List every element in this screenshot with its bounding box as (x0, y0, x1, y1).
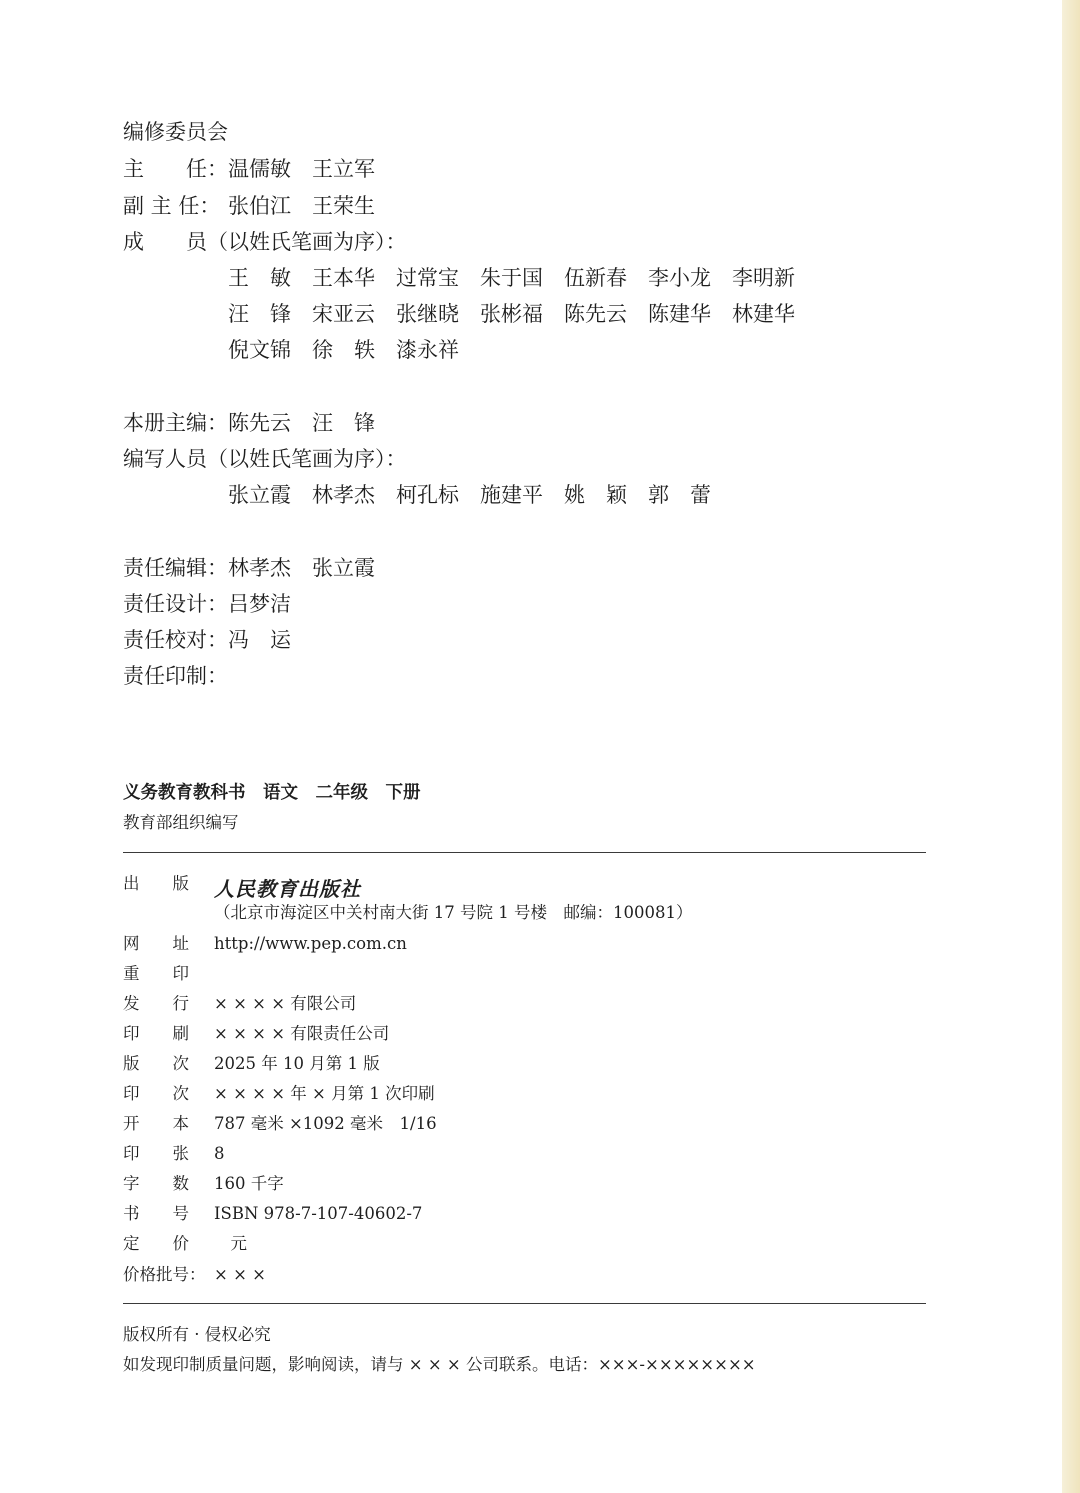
committee-heading: 编修委员会 (123, 120, 228, 144)
colophon-label: 书 号 (123, 1204, 189, 1223)
writer-name: 姚 颖 (564, 483, 627, 507)
director-names: 温儒敏 王立军 (228, 157, 375, 181)
page-edge-shadow (1062, 0, 1080, 1493)
colophon-value: × × × × 有限公司 (214, 994, 357, 1013)
colophon-label: 开 本 (123, 1114, 189, 1133)
writer-name: 施建平 (480, 483, 543, 507)
member-name: 李明新 (732, 266, 795, 290)
website-link[interactable]: http://www.pep.com.cn (214, 934, 407, 953)
colophon-value: × × × × 年 × 月第 1 次印刷 (214, 1084, 435, 1103)
responsibility-value: 林孝杰 张立霞 (228, 556, 375, 580)
chief-editor-label: 本册主编： (123, 411, 228, 435)
colophon-label: 印 刷 (123, 1024, 189, 1043)
member-name: 王 敏 (228, 266, 291, 290)
writer-name: 张立霞 (228, 483, 291, 507)
quality-notice: 如发现印制质量问题，影响阅读，请与 × × × 公司联系。电话：×××-×××××××× (123, 1355, 756, 1374)
member-name: 漆永祥 (396, 338, 459, 362)
colophon-value: ISBN 978-7-107-40602-7 (214, 1204, 423, 1223)
responsibility-label: 责任编辑： (123, 556, 228, 580)
member-name: 汪 锋 (228, 302, 291, 326)
colophon-label: 版 次 (123, 1054, 189, 1073)
colophon-value: 8 (214, 1144, 225, 1163)
publisher-logo: 人民教育出版社 (214, 877, 361, 901)
colophon-label: 印 次 (123, 1084, 189, 1103)
responsibility-value: 冯 运 (228, 628, 291, 652)
copyright-notice: 版权所有 · 侵权必究 (123, 1325, 271, 1344)
responsibility-value: 吕梦洁 (228, 592, 291, 616)
writer-name: 柯孔标 (396, 483, 459, 507)
responsibility-label: 责任设计： (123, 592, 228, 616)
book-title: 义务教育教科书 语文 二年级 下册 (123, 783, 421, 803)
writer-name: 林孝杰 (312, 483, 375, 507)
writers-label: 编写人员（以姓氏笔画为序）： (123, 447, 407, 471)
colophon-label: 网 址 (123, 934, 189, 953)
member-name: 张继晓 (396, 302, 459, 326)
colophon-value: 787 毫米 ×1092 毫米 1/16 (214, 1114, 437, 1133)
deputy-label: 副 主 任： (123, 194, 221, 218)
publisher-label: 出 版 (123, 874, 189, 893)
director-label: 主 任： (123, 157, 228, 181)
colophon-value: 元 (214, 1234, 247, 1253)
colophon-label: 重 印 (123, 964, 189, 983)
colophon-label: 字 数 (123, 1174, 189, 1193)
colophon-value: 2025 年 10 月第 1 版 (214, 1054, 380, 1073)
colophon-value: × × × (214, 1265, 266, 1284)
publisher-address: （北京市海淀区中关村南大街 17 号院 1 号楼 邮编：100081） (214, 903, 693, 922)
member-name: 徐 轶 (312, 338, 375, 362)
member-name: 陈建华 (648, 302, 711, 326)
member-name: 张彬福 (480, 302, 543, 326)
member-name: 宋亚云 (312, 302, 375, 326)
colophon-label: 发 行 (123, 994, 189, 1013)
bottom-divider (123, 1303, 926, 1304)
responsibility-label: 责任校对： (123, 628, 228, 652)
chief-editor-names: 陈先云 汪 锋 (228, 411, 375, 435)
member-name: 陈先云 (564, 302, 627, 326)
member-name: 朱于国 (480, 266, 543, 290)
deputy-names: 张伯江 王荣生 (228, 194, 375, 218)
member-name: 王本华 (312, 266, 375, 290)
responsibility-label: 责任印制： (123, 664, 228, 688)
top-divider (123, 852, 926, 853)
member-name: 林建华 (732, 302, 795, 326)
colophon-label: 定 价 (123, 1234, 189, 1253)
compiled-by: 教育部组织编写 (123, 813, 239, 832)
writer-name: 郭 蕾 (648, 483, 711, 507)
colophon-label: 印 张 (123, 1144, 189, 1163)
member-name: 伍新春 (564, 266, 627, 290)
member-name: 倪文锦 (228, 338, 291, 362)
colophon-label: 价格批号： (123, 1265, 206, 1284)
member-name: 李小龙 (648, 266, 711, 290)
colophon-value: × × × × 有限责任公司 (214, 1024, 390, 1043)
members-label: 成 员（以姓氏笔画为序）： (123, 230, 407, 254)
colophon-value: 160 千字 (214, 1174, 284, 1193)
member-name: 过常宝 (396, 266, 459, 290)
